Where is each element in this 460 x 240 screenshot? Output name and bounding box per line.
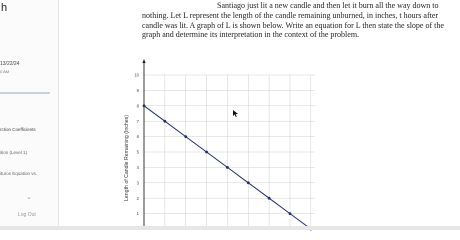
- data-point: [226, 166, 229, 169]
- data-point: [143, 104, 146, 107]
- bottom-scrollbar[interactable]: [0, 226, 460, 230]
- y-tick-label: 3: [136, 180, 139, 186]
- sidebar-item-equation[interactable]: ituros Equation vs.: [0, 171, 38, 176]
- y-tick-label: 9: [136, 88, 139, 93]
- chart-grid: [144, 75, 315, 229]
- sidebar-item-correlation-coefficients[interactable]: rction Coefficients: [0, 127, 36, 132]
- data-point: [289, 212, 292, 215]
- problem-text: Santiago just lit a new candle and then let it burn all the way down to nothing. Let L represent the length of the candle remaining unburned, in inches, t hours after candle was lit. A graph of L is shown below. Write an equation for L then state the slope of the graph and determine its interpretation in the context of the problem.: [142, 1, 444, 40]
- sidebar-divider: [0, 92, 50, 94]
- sidebar-header-letter: h: [1, 2, 8, 14]
- data-point: [247, 181, 250, 184]
- y-tick-label: 5: [136, 149, 139, 155]
- sidebar-item-level-1[interactable]: ition (Level 1): [0, 150, 28, 155]
- y-axis-title: Length of Candle Remaining (Inches): [124, 115, 130, 201]
- problem-statement: [142, 1, 460, 40]
- sidebar-date: 13/22/24: [0, 61, 20, 67]
- logout-button[interactable]: Log Out: [18, 212, 36, 218]
- mouse-pointer-icon: [233, 110, 239, 117]
- candle-length-chart: [125, 58, 325, 230]
- y-tick-label: 7: [136, 118, 139, 124]
- y-axis-arrow: [142, 59, 145, 63]
- y-tick-label: 2: [136, 195, 139, 201]
- y-tick-label: 4: [136, 165, 139, 170]
- data-point: [268, 197, 271, 200]
- data-point: [184, 135, 187, 138]
- data-point: [163, 120, 166, 123]
- sidebar-time: 0 AM: [0, 69, 10, 74]
- y-tick-label: 10: [134, 72, 139, 78]
- y-tick-label: 8: [136, 103, 139, 109]
- y-tick-label: 1: [136, 211, 139, 217]
- y-tick-label: 6: [136, 134, 139, 140]
- data-point: [205, 151, 208, 154]
- y-tick-labels: [134, 73, 139, 217]
- sidebar: [0, 0, 59, 230]
- chevron-down-icon[interactable]: ⌄: [26, 194, 32, 201]
